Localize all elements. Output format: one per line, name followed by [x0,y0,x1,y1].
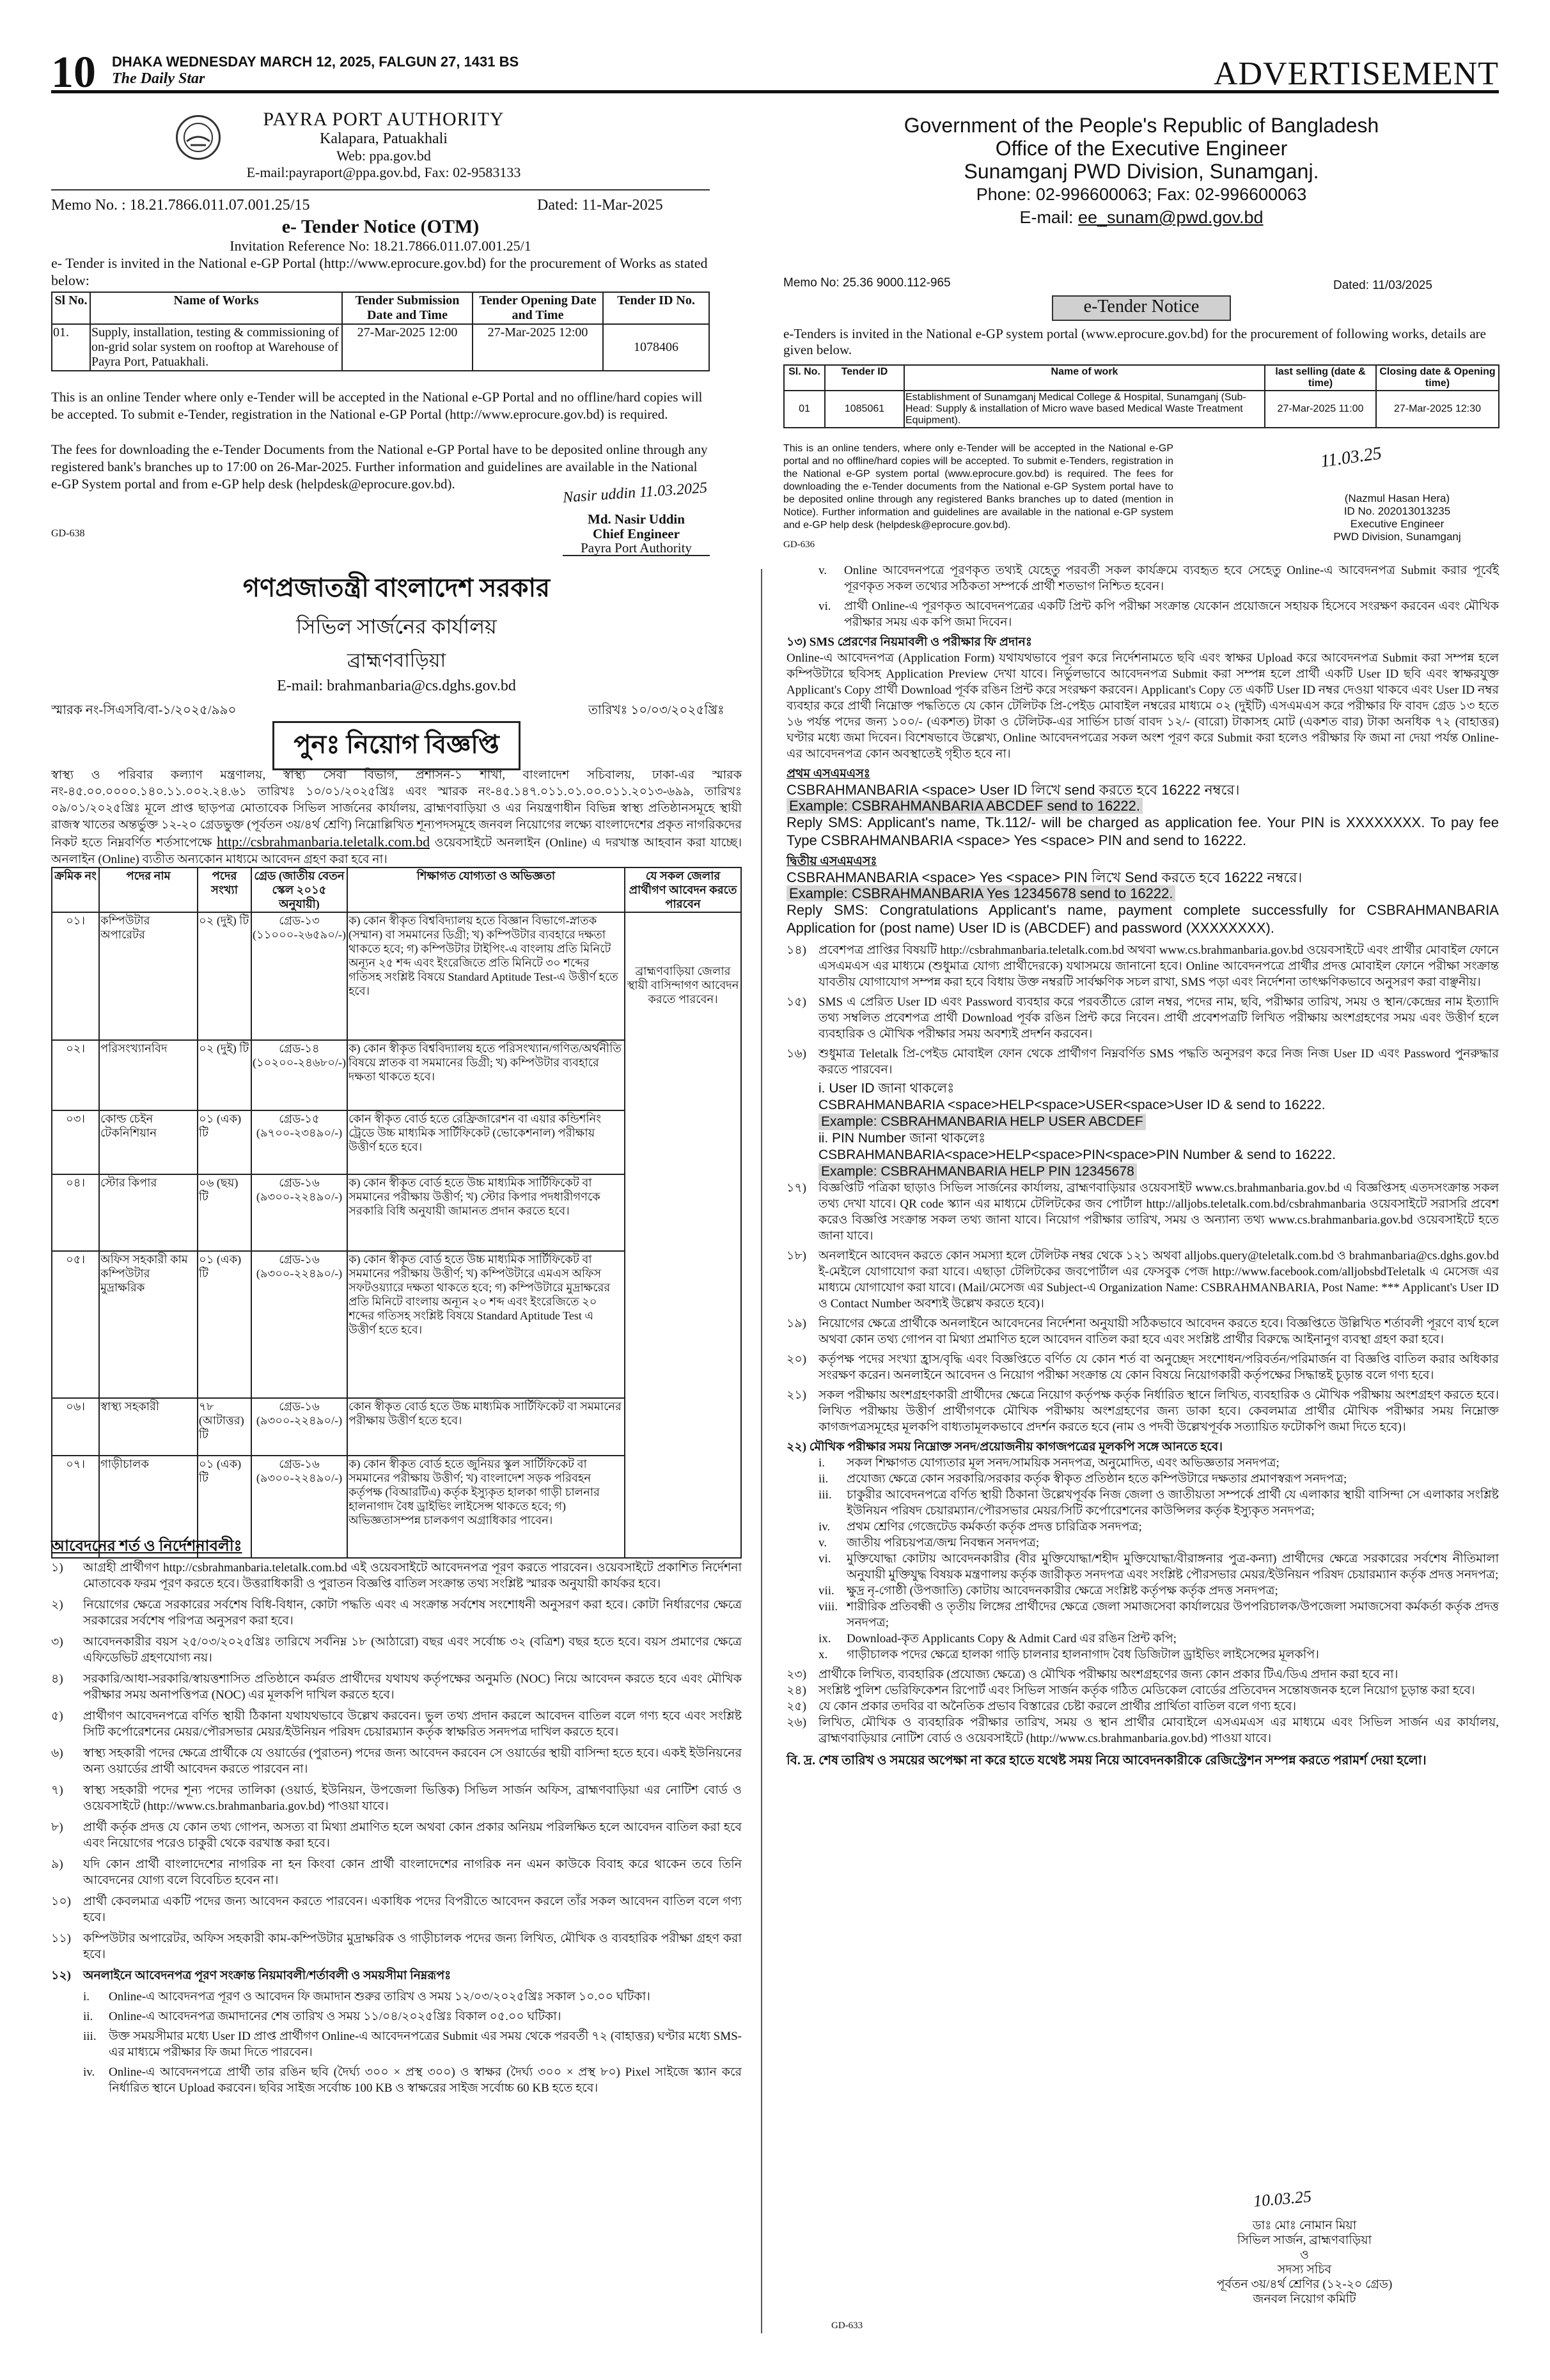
signer-and: ও [1300,2248,1309,2262]
list-item: ১২) অনলাইনে আবেদনপত্র পূরণ সংক্রান্ত নিয়মাবলী/শর্তাবলী ও সময়সীমা নিম্নরূপঃ [51,1969,451,1982]
list-item: ১৪) প্রবেশপত্র প্রাপ্তির বিষয়টি http://csbrahmanbaria.teletalk.com.bd অথবা www.cs.brahmanbaria.gov.bd ওয়েবসাইটে এবং প্রার্থীর মোবাইল ফোনে এসএমএস এর মাধ্যমে (শুধুমাত্র যোগ্য প্রার্থীদেরকে) যথাসময়ে জানানো হবে। Online আবেদনপত্রে প্রার্থীর প্রদত্ত মোবাইল ফোনে পরীক্ষা সংক্রান্ত যাবতীয় যোগাযোগ সম্পন্ন করা হবে বিধায় উক্ত নম্বরটি সার্বক্ষণিক সচল রাখা, SMS পড়া এবং নির্দেশনা তাৎক্ষণিকভাবে অনুসরণ করা বাঞ্ছনীয়। [787,944,1499,989]
list-item: ix. Download-কৃত Applicants Copy & Admit Card এর রঙিন প্রিন্ট কপি; [818,1632,1177,1645]
list-item: x. গাড়ীচালক পদের ক্ষেত্রে হালকা গাড়ি চালনার হালনাগাদ বৈধ ডিজিটাল ড্রাইভিং লাইসেন্সের মূলকপি। [818,1648,1319,1661]
list-item: v. Online আবেদনপত্রে পূরণকৃত তথ্যই যেহেতু পরবর্তী সকল কার্যক্রমে ব্যবহৃত হবে সেহেতু Online-এ আবেদনপত্র Submit করার পূর্বেই পূরণকৃত সকল তথ্যের সঠিকতা সম্পর্কে প্রার্থী শতভাগ নিশ্চিত হবেন। [818,564,1499,593]
tender-title-text: e-Tender Notice [1083,297,1200,316]
sunamganj-pwd-tender-ad [783,102,1499,550]
gov-name: Government of the People's Republic of Bangladesh [904,114,1379,137]
list-item: ৪) সরকারি/আধা-সরকারি/স্বায়ত্তশাসিত প্রতিষ্ঠানে কর্মরত প্রার্থীদের যথাযথ কর্তৃপক্ষের অনুমতি (NOC) নিয়ে আবেদন করতে হবে এবং মৌখিক পরীক্ষার সময় অনাপত্তিপত্র (NOC) এর মূলকপি দাখিল করতে হবে। [51,1672,742,1702]
recover-uid-format: CSBRAHMANBARIA <space>HELP<space>USER<space>User ID & send to 16222. [818,1098,1326,1112]
invitation-ref: Invitation Reference No: 18.21.7866.011.07.001.25/1 [230,238,531,254]
signer-name: ডাঃ মোঃ নোমান মিয়া [1252,2219,1357,2232]
dateline: DHAKA WEDNESDAY MARCH 12, 2025, FALGUN 27, 1431 BS [112,54,519,70]
list-item: ১৯) নিয়োগের ক্ষেত্রে প্রার্থীকে অনলাইনে আবেদনের নির্দেশনা অনুযায়ী সঠিকভাবে আবেদন করতে হবে। বিজ্ঞপ্তিতে উল্লিখিত শর্তাবলী পূরণে ব্যর্থ হলে অথবা কোন তথ্য গোপন বা মিথ্যা প্রমাণিত হলে আবেদন বাতিল করা হবে এবং সংশ্লিষ্ট প্রার্থীর বিরুদ্ধে আইনানুগ ব্যবস্থা গ্রহণ করা হবে। [787,1317,1499,1346]
list-item: ৯) যদি কোন প্রার্থী বাংলাদেশের নাগরিক না হন কিংবা কোন প্রার্থী বাংলাদেশের নাগরিক নন এমন কাউকে বিবাহ করে থাকেন তবে তিনি আবেদনের যোগ্য বলে বিবেচিত হবেন না। [51,1858,742,1887]
ad-code: GD-638 [51,528,85,539]
gov-heading: গণপ্রজাতন্ত্রী বাংলাদেশ সরকার [242,573,551,602]
memo-date: তারিখঃ ১০/০৩/২০২৫খ্রিঃ [588,703,724,717]
ad-code: GD-633 [831,2321,863,2331]
sms2-example: Example: CSBRAHMANBARIA Yes 12345678 send to 16222. [787,885,1175,901]
tender-table: Sl. No. Tender ID Name of work last selling (date & time) Closing date & Opening time) 01 1085061 Establishment of Sunamganj Medical College & Hospital, Sunamganj (Sub-Head: Supply & installation of Micro wave based Medical Waste Treatment Equipment). 27-Mar-2025 11:00 27-Mar-2025 12:30 [783,364,1499,428]
table-row: 01 1085061 Establishment of Sunamganj Medical College & Hospital, Sunamganj (Sub-Head: Supply & installation of Micro wave based Medical Waste Treatment Equipment). 27-Mar-2025 11:00 27-Mar-2025 12:30 [784,391,1499,428]
signer-name: (Nazmul Hasan Hera) [1344,492,1450,504]
table-row: ০৬। স্বাস্থ্য সহকারী ৭৮ (আটাত্তর) টি গ্রেড-১৬ (৯৩০০-২২৪৯০/-) কোন স্বীকৃত বোর্ড হতে উচ্চ মাধ্যমিক সার্টিফিকেট বা সমমানের পরীক্ষায় উত্তীর্ণ হতে হবে। [52,1398,741,1456]
phone-fax: Phone: 02-996600063; Fax: 02-996600063 [976,185,1307,204]
signer-id: ID No. 202013013235 [1343,505,1451,517]
page-number: 10 [51,48,96,97]
office-email: E-mail: brahmanbaria@cs.dghs.gov.bd [277,678,516,694]
list-item: ১৭) বিজ্ঞপ্তিটি পত্রিকা ছাড়াও সিভিল সার্জনের কার্যালয়, ব্রাহ্মণবাড়িয়ার ওয়েবসাইট www.cs.brahmanbaria.gov.bd এ বিজ্ঞপ্তিসহ এতদসংক্রান্ত সকল তথ্য দেখা যাবে। QR code স্ক্যান এর মাধ্যমে টেলিটকের জব পোর্টাল http://alljobs.teletalk.com.bd/csbrahmanbaria ওয়েবসাইটে সরাসরি প্রবেশ করেও বিজ্ঞপ্তি সংক্রান্ত সকল তথ্য জানা যাবে। নিয়োগ পরীক্ষার তারিখ, সময় ও অন্যান্য তথ্য www.cs.brahmanbaria.gov.bd ওয়েবসাইটে হতে জানা যাবে। [787,1181,1499,1243]
memo-date: Dated: 11/03/2025 [1333,279,1432,292]
payra-logo [176,115,221,160]
list-item: ii. Online-এ আবেদনপত্র জমাদানের শেষ তারিখ ও সময় ১১/০৪/২০২৫খ্রিঃ বিকাল ০৫.০০ ঘটিকা। [83,2010,561,2023]
sms2-reply: Reply SMS: Congratulations Applicant's name, payment complete successfully for CSBRAHMANBARIA Application for (post name) User ID is (ABCDEF) and password (XXXXXXXX). [787,902,1499,936]
recover-pin-format: CSBRAHMANBARIA<space>HELP<space>PIN<space>PIN Number & send to 16222. [818,1147,1336,1162]
memo-number: Memo No. : 18.21.7866.011.07.001.25/15 [51,197,310,214]
col-works: Name of Works [90,292,342,324]
sms1-format: CSBRAHMANBARIA <space> User ID লিখে send করতে হবে 16222 নম্বরে। [787,782,1240,798]
masthead [51,48,1499,97]
org-location: Kalapara, Patuakhali [320,130,448,147]
table-row: ০১। কম্পিউটার অপারেটর ০২ (দুই) টি গ্রেড-১৩ (১১০০০-২৬৫৯০/-) ক) কোন স্বীকৃত বিশ্ববিদ্যালয় হতে বিজ্ঞান বিভাগে-স্নাতক (সম্মান) বা সমমানের ডিগ্রী; খ) কম্পিউটার ব্যবহারে দক্ষতা থাকতে হবে; গ) কম্পিউটার টাইপিং-এ বাংলায় প্রতি মিনিটে অন্যূন ২৫ শব্দ এবং ইংরেজিতে প্রতি মিনিটে ৩০ শব্দের গতিসহ সংশ্লিষ্ট বিষয়ে Standard Aptitude Test-এ উত্তীর্ণ হতে হবে। ব্রাহ্মণবাড়িয়া জেলার স্থায়ী বাসিন্দাগণ আবেদন করতে পারবেন। [52,912,741,1040]
member-secretary: সদস্য সচিব [1277,2263,1332,2276]
sms-title: ১৩) SMS প্রেরণের নিয়মাবলী ও পরীক্ষার ফি প্রদানঃ [787,635,1033,649]
signer-designation: সিভিল সার্জন, ব্রাহ্মণবাড়িয়া [1237,2234,1372,2247]
table-row: ০২। পরিসংখ্যানবিদ ০২ (দুই) টি গ্রেড-১৪ (১০২০০-২৪৬৮০/-) ক) কোন স্বীকৃত বিশ্ববিদ্যালয় হতে পরিসংখ্যান/গণিত/অর্থনীতি বিষয়ে স্নাতক বা সমমানের ডিগ্রী; খ) কম্পিউটার ব্যবহারে দক্ষতা থাকতে হবে। [52,1040,741,1110]
tender-intro: e- Tender is invited in the National e-GP Portal (http://www.eprocure.gov.bd) for the procurement of Works as stated below: [51,255,708,288]
recover-uid-example: Example: CSBRAHMANBARIA HELP USER ABCDEF [818,1114,1146,1130]
intro-link[interactable]: http://csbrahmanbaria.teletalk.com.bd [217,834,430,850]
district-eligibility: ব্রাহ্মণবাড়িয়া জেলার স্থায়ী বাসিন্দাগণ আবেদন করতে পারবেন। [625,912,741,1558]
committee-line-2: জনবল নিয়োগ কমিটি [1253,2292,1356,2306]
email-link[interactable]: ee_sunam@pwd.gov.bd [1077,208,1264,227]
list-item: ২৫) যে কোন প্রকার তদবির বা অনৈতিক প্রভাব বিস্তারের চেষ্টা করলে প্রার্থীর প্রার্থিতা বাতিল বলে গণ্য হবে। [787,1700,1297,1713]
civil-surgeon-recruitment-ad [51,556,1499,2340]
org-email: E-mail:payraport@ppa.gov.bd, Fax: 02-9583133 [246,164,521,180]
col-sl: Sl No. [52,292,90,324]
list-item: ১১) কম্পিউটার অপারেটর, অফিস সহকারী কাম-কম্পিউটার মুদ্রাক্ষরিক ও গাড়ীচালক পদের জন্য লিখিত, মৌখিক ও ব্যবহারিক পরীক্ষা গ্রহণ করা হবে। [51,1932,742,1961]
list-item: ১৫) SMS এ প্রেরিত User ID এবং Password ব্যবহার করে পরবর্তীতে রোল নম্বর, পদের নাম, ছবি, পরীক্ষার তারিখ, সময় ও স্থান/কেন্দ্রের নাম ইত্যাদি তথ্য সম্বলিত প্রবেশপত্র প্রার্থী Download পূর্বক রঙিন প্রিন্ট করে নিবেন। প্রার্থী প্রবেশপত্রটি লিখিত পরীক্ষায় অংশগ্রহণের সময় এবং উত্তীর্ণ হলে ব্যবহারিক ও মৌখিক পরীক্ষার সময় অবশ্যই প্রদর্শন করবেন। [787,995,1499,1041]
recover-uid-label: i. User ID জানা থাকলেঃ [818,1081,955,1096]
tender-table [51,292,710,371]
division-name: Sunamganj PWD Division, Sunamganj. [964,160,1319,183]
right-column [787,563,1499,1769]
conditions-title: আবেদনের শর্ত ও নির্দেশনাবলীঃ [51,1538,242,1555]
list-item: iv. Online-এ আবেদনপত্রে প্রার্থী তার রঙিন ছবি (দৈর্ঘ্য ৩০০ × প্রস্থ ৩০০) ও স্বাক্ষর (দৈর্ঘ্য ৩০০ × প্রস্থ ৮০) Pixel সাইজে স্ক্যান করে নির্ধারিত স্থানে Upload করবেন। ছবির সাইজ সর্বোচ্চ 100 KB ও স্বাক্ষরের সাইজ সর্বোচ্চ 60 KB হতে হবে। [83,2065,742,2095]
signer-designation: Executive Engineer [1350,518,1444,530]
tender-note-1: This is an online Tender where only e-Tender will be accepted in the National e-GP Portal and no offline/hard copies will be accepted. To submit e-Tender, registration in the National e-GP Portal (http://www.eprocure.gov.bd) is required. [51,389,703,422]
sms2-label: দ্বিতীয় এসএমএসঃ [787,855,877,868]
list-item: ৭) স্বাস্থ্য সহকারী পদের শূন্য পদের তালিকা (ওয়ার্ড, ইউনিয়ন, উপজেলা ভিত্তিক) সিভিল সার্জন অফিস, ব্রাহ্মণবাড়িয়া এর নোটিশ বোর্ড ও ওয়েবসাইটে (http://www.cs.brahmanbaria.gov.bd) পাওয়া যাবে। [51,1784,742,1813]
recover-pin-label: ii. PIN Number জানা থাকলেঃ [818,1131,986,1146]
list-item: ii. প্রযোজ্য ক্ষেত্রে কোন সরকারি/সরকার কর্তৃক স্বীকৃত প্রতিষ্ঠান হতে কম্পিউটারে দক্ষতার প্রমাণস্বরূপ সনদপত্র; [818,1472,1347,1486]
section-title: ADVERTISEMENT [1213,56,1499,92]
committee-line-1: পূর্বতন ৩য়/৪র্থ শ্রেণির (১২-২০ গ্রেড) [1216,2278,1393,2291]
sms1-reply: Reply SMS: Applicant's name, Tk.112/- will be charged as application fee. Your PIN is XXXXXXXX. To pay fee Type CSBRAHMANBARIA <space> Yes <space> PIN and send to 16222. [787,814,1499,848]
ad-code: GD-636 [783,540,815,550]
col-tender-id: Tender ID No. [603,292,709,324]
payra-port-tender-ad [51,102,710,543]
list-item: ১০) প্রার্থী কেবলমাত্র একটি পদের জন্য আবেদন করতে পারবেন। একাধিক পদের বিপরীতে আবেদন করলে তাঁর সকল আবেদন বাতিল বলে গণ্য হবে। [51,1895,742,1924]
list-item: ১) আগ্রহী প্রার্থীগণ http://csbrahmanbaria.teletalk.com.bd এই ওয়েবসাইটে আবেদনপত্র পূরণ করতে পারবেন। ওয়েবসাইটে প্রকাশিত নির্দেশনা মোতাবেক ফরম পূরণ করতে হবে। উত্তরাধিকারী ও পুরাতন বিজ্ঞপ্তি বাতিল সংক্রান্ত তথ্য সংশ্লিষ্ট স্মারক অনুযায়ী কার্যকর হবে। [51,1561,742,1591]
table-row: ০৭। গাড়ীচালক ০১ (এক) টি গ্রেড-১৬ (৯৩০০-২২৪৯০/-) ক) কোন স্বীকৃত বোর্ড হতে জুনিয়র স্কুল সার্টিফিকেট বা সমমানের পরীক্ষায় উত্তীর্ণ; খ) বাংলাদেশ সড়ক পরিবহন কর্তৃপক্ষ (বিআরটিএ) কর্তৃক ইস্যুকৃত হালকা গাড়ী চালনার হালনাগাদ বৈধ ড্রাইভিং লাইসেন্স থাকতে হবে; গ) অভিজ্ঞতাসম্পন্ন চালকগণ অগ্রাধিকার পাবেন। [52,1456,741,1558]
email-label: E-mail: [1019,208,1078,227]
sms1-example: Example: CSBRAHMANBARIA ABCDEF send to 16222. [787,798,1143,814]
list-item: iii. উক্ত সময়সীমার মধ্যে User ID প্রাপ্ত প্রার্থীগণ Online-এ আবেদনপত্রের Submit এর সময় থেকে পরবর্তী ৭২ (বাহাত্তর) ঘণ্টার মধ্যে SMS-এর মাধ্যমে পরীক্ষার ফি জমা দিতে পারবেন। [83,2030,742,2059]
district-heading: ব্রাহ্মণবাড়িয়া [347,650,446,671]
tender-note-2: The fees for downloading the e-Tender Documents from the National e-GP Portal have to be deposited online through any registered bank's branches up to 17:00 on 26-Mar-2025. Further information and guidelines are available in the National e-GP System portal and from e-GP help desk (helpdesk@eprocure.gov.bd). [51,442,708,492]
list-item: i. Online-এ আবেদনপত্র পূরণ ও আবেদন ফি জমাদান শুরুর তারিখ ও সময় ১২/০৩/২০২৫খ্রিঃ সকাল ১০.০০ ঘটিকা। [83,1990,650,2003]
list-item: v. জাতীয় পরিচয়পত্র/জন্ম নিবন্ধন সনদপত্র; [818,1536,1040,1550]
table-row: ০৩। কোল্ড চেইন টেকনিশিয়ান ০১ (এক) টি গ্রেড-১৫ (৯৭০০-২৩৪৯০/-) কোন স্বীকৃত বোর্ড হতে রেফ্রিজারেশন বা এয়ার কন্ডিশনিং ট্রেডে উচ্চ মাধ্যমিক সার্টিফিকেট (ভোকেশনাল) পরীক্ষায় উত্তীর্ণ হতে হবে। [52,1110,741,1174]
tender-intro: e-Tenders is invited in the National e-GP system portal (www.eprocure.gov.bd) for the procurement of following works, details are given below. [783,326,1486,357]
paper-name: The Daily Star [112,70,205,87]
conditions-list [51,1560,742,2100]
list-item: vi. প্রার্থী Online-এ পূরণকৃত আবেদনপত্রের একটি প্রিন্ট কপি পরীক্ষা সংক্রান্ত যেকোন প্রয়োজনে সহায়ক হিসেবে সংরক্ষণ করবেন এবং মৌখিক পরীক্ষার সময় এক কপি জমা দিবেন। [818,600,1499,629]
memo-number: স্মারক নং-সিএসবি/বা-১/২০২৫/৯৯০ [51,703,237,717]
list-item: vi. মুক্তিযোদ্ধা কোটায় আবেদনকারীর (বীর মুক্তিযোদ্ধা/শহীদ মুক্তিযোদ্ধা/বীরাঙ্গনার পুত্র-কন্যা) প্রার্থীদের ক্ষেত্রে সরকারের সর্বশেষ নীতিমালা অনুযায়ী মুক্তিযুদ্ধ বিষয়ক মন্ত্রণালয় কর্তৃক জারীকৃত সনদপত্র এবং সংশ্লিষ্ট পৌরসভার মেয়র/ইউনিয়ন পরিষদ চেয়ারম্যান কর্তৃক প্রদত্ত সনদপত্র; [818,1552,1499,1582]
list-item: ৫) প্রার্থীগণ আবেদনপত্রে বর্ণিত স্থায়ী ঠিকানা যথাযথভাবে উল্লেখ করবেন। ভুল তথ্য প্রদান করলে আবেদন বাতিল বলে গণ্য হবে এবং সংশ্লিষ্ট সিটি কর্পোরেশনের মেয়র/পৌরসভার মেয়র/ইউনিয়ন পরিষদ চেয়ারম্যান কর্তৃক স্বাক্ষরিত সনদপত্র দাখিল করতে হবে। [51,1709,742,1739]
list-item: i. সকল শিক্ষাগত যোগ্যতার মূল সনদ/সাময়িক সনদপত্র, অনুমোদিত, এবং অভিজ্ঞতার সনদপত্র; [818,1456,1280,1470]
posts-table: ক্রমিক নং পদের নাম পদের সংখ্যা গ্রেড (জাতীয় বেতন স্কেল ২০১৫ অনুযায়ী) শিক্ষাগত যোগ্যতা ও অভিজ্ঞতা যে সকল জেলার প্রার্থীগণ আবেদন করতে পারবেন ০১। কম্পিউটার অপারেটর ০২ (দুই) টি গ্রেড-১৩ (১১০০০-২৬৫৯০/-) ক) কোন স্বীকৃত বিশ্ববিদ্যালয় হতে বিজ্ঞান বিভাগে-স্নাতক (সম্মান) বা সমমানের ডিগ্রী; খ) কম্পিউটার ব্যবহারে দক্ষতা থাকতে হবে; গ) কম্পিউটার টাইপিং-এ বাংলায় প্রতি মিনিটে অন্যূন ২৫ শব্দ এবং ইংরেজিতে প্রতি মিনিটে ৩০ শব্দের গতিসহ সংশ্লিষ্ট বিষয়ে Standard Aptitude Test-এ উত্তীর্ণ হতে হবে। ব্রাহ্মণবাড়িয়া জেলার স্থায়ী বাসিন্দাগণ আবেদন করতে পারবেন। ০২। পরিসংখ্যানবিদ ০২ (দুই) টি গ্রেড-১৪ (১০২০০-২৪৬৮০/-) ক) কোন স্বীকৃত বিশ্ববিদ্যালয় হতে পরিসংখ্যান/গণিত/অর্থনীতি বিষয়ে স্নাতক বা সমমানের ডিগ্রী; খ) কম্পিউটার ব্যবহারে দক্ষতা থাকতে হবে। ০৩। কোল্ড চেইন টেকনিশিয়ান ০১ (এক) টি গ্রেড-১৫ (৯৭০০-২৩৪৯০/-) কোন স্বীকৃত বোর্ড হতে রেফ্রিজারেশন বা এয়ার কন্ডিশনিং ট্রেডে উচ্চ মাধ্যমিক সার্টিফিকেট (ভোকেশনাল) পরীক্ষায় উত্তীর্ণ হতে হবে। ০৪। স্টোর কিপার ০৬ (ছয়) টি গ্রেড-১৬ (৯৩০০-২২৪৯০/-) ক) কোন স্বীকৃত বোর্ড হতে উচ্চ মাধ্যমিক সার্টিফিকেট বা সমমানের পরীক্ষায় উত্তীর্ণ; খ) স্টোর কিপার পদধারীগণকে সরকারি বিধি অনুযায়ী জামানত প্রদান করতে হবে। ০৫। অফিস সহকারী কাম কম্পিউটার মুদ্রাক্ষরিক ০১ (এক) টি গ্রেড-১৬ (৯৩০০-২২৪৯০/-) ক) কোন স্বীকৃত বোর্ড হতে উচ্চ মাধ্যমিক সার্টিফিকেট বা সমমানের পরীক্ষায় উত্তীর্ণ; খ) কম্পিউটারে এমএস অফিস সফটওয়্যারে দক্ষতা থাকতে হবে; গ) কম্পিউটারে মুদ্রাক্ষরের প্রতি মিনিটে বাংলায় অন্যূন ২০ শব্দ এবং ইংরেজিতে ২০ শব্দের গতিসহ সংশ্লিষ্ট বিষয়ে Standard Aptitude Test এ উত্তীর্ণ হতে হবে। ০৬। স্বাস্থ্য সহকারী ৭৮ (আটাত্তর) টি গ্রেড-১৬ (৯৩০০-২২৪৯০/-) কোন স্বীকৃত বোর্ড হতে উচ্চ মাধ্যমিক সার্টিফিকেট বা সমমানের পরীক্ষায় উত্তীর্ণ হতে হবে। ০৭। গাড়ীচালক ০১ (এক) টি গ্রেড-১৬ (৯৩০০-২২৪৯০/-) ক) কোন স্বীকৃত বোর্ড হতে জুনিয়র স্কুল সার্টিফিকেট বা সমমানের পরীক্ষায় উত্তীর্ণ; খ) বাংলাদেশ সড়ক পরিবহন কর্তৃপক্ষ (বিআরটিএ) কর্তৃক ইস্যুকৃত হালকা গাড়ী চালনার হালনাগাদ বৈধ ড্রাইভিং লাইসেন্স থাকতে হবে; গ) অভিজ্ঞতাসম্পন্ন চালকগণ অগ্রাধিকার পাবেন। [51,867,742,1559]
signer-office: PWD Division, Sunamganj [1333,531,1461,543]
list-item: ৮) প্রার্থী কর্তৃক প্রদত্ত যে কোন তথ্য গোপন, অসত্য বা মিথ্যা প্রমাণিত হলে অথবা কোন প্রকার অনিয়ম পরিলক্ষিত হলে আবেদন বাতিল করা হবে এবং নিয়োগের পরেও চাকুরী থেকে বরখাস্ত করা হবে। [51,1821,742,1850]
tender-title [1052,295,1231,321]
col-submission: Tender Submission Date and Time [342,292,473,324]
signer-designation: Chief Engineer [593,526,680,541]
list-item: vii. ক্ষুদ্র নৃ-গোষ্ঠী (উপজাতি) কোটায় আবেদনকারীর ক্ষেত্রে সংশ্লিষ্ট কর্তৃপক্ষ কর্তৃক প্রদত্ত সনদপত্র; [818,1584,1278,1598]
tender-title: e- Tender Notice (OTM) [281,216,480,237]
office-name: Office of the Executive Engineer [995,137,1288,160]
signer-name: Md. Nasir Uddin [588,511,685,527]
table-row: ০৫। অফিস সহকারী কাম কম্পিউটার মুদ্রাক্ষরিক ০১ (এক) টি গ্রেড-১৬ (৯৩০০-২২৪৯০/-) ক) কোন স্বীকৃত বোর্ড হতে উচ্চ মাধ্যমিক সার্টিফিকেট বা সমমানের পরীক্ষায় উত্তীর্ণ; খ) কম্পিউটারে এমএস অফিস সফটওয়্যারে দক্ষতা থাকতে হবে; গ) কম্পিউটারে মুদ্রাক্ষরের প্রতি মিনিটে বাংলায় অন্যূন ২০ শব্দ এবং ইংরেজিতে ২০ শব্দের গতিসহ সংশ্লিষ্ট বিষয়ে Standard Aptitude Test এ উত্তীর্ণ হতে হবে। [52,1251,741,1398]
table-row: ০৪। স্টোর কিপার ০৬ (ছয়) টি গ্রেড-১৬ (৯৩০০-২২৪৯০/-) ক) কোন স্বীকৃত বোর্ড হতে উচ্চ মাধ্যমিক সার্টিফিকেট বা সমমানের পরীক্ষায় উত্তীর্ণ; খ) স্টোর কিপার পদধারীগণকে সরকারি বিধি অনুযায়ী জামানত প্রদান করতে হবে। [52,1174,741,1251]
list-item: ২) নিয়োগের ক্ষেত্রে সরকারের সর্বশেষ বিধি-বিধান, কোটা পদ্ধতি এবং এ সংক্রান্ত সর্বশেষ সংশোধনী অনুসরণ করা হবে। কোটা নির্ধারণের ক্ষেত্রে সরকারের সর্বশেষ পরিপত্র অনুসরণ করা হবে। [51,1598,742,1628]
recover-pin-example: Example: CSBRAHMANBARIA HELP PIN 12345678 [818,1163,1137,1180]
list-item: ১৬) শুধুমাত্র Teletalk প্রি-পেইড মোবাইল ফোন থেকে প্রার্থীগণ নিম্নবর্ণিত SMS পদ্ধতি অনুসরণ করে নিজ নিজ User ID এবং Password পুনরুদ্ধার করতে পারবেন। [787,1047,1499,1077]
list-item: ২০) কর্তৃপক্ষ পদের সংখ্যা হ্রাস/বৃদ্ধি এবং বিজ্ঞপ্তিতে বর্ণিত যে কোন শর্ত বা অনুচ্ছেদ সংশোধন/পরিবর্তন/পরিমার্জন বা বিজ্ঞপ্তি বাতিল করার অধিকার সংরক্ষণ করেন। অনলাইনে আবেদন ও নিয়োগ পরীক্ষা সংক্রান্ত যে কোন বিষয়ে নিয়োগকারী কর্তৃপক্ষের সিদ্ধান্তই চূড়ান্ত বলে গণ্য হবে। [787,1353,1499,1382]
signer-office: Payra Port Authority [563,541,710,556]
signature: Nasir uddin 11.03.2025 [562,479,708,506]
list-item: ২১) সকল পরীক্ষায় অংশগ্রহণকারী প্রার্থীদের ক্ষেত্রে নিয়োগ কর্তৃপক্ষ কর্তৃক নির্ধারিত স্থানে লিখিত, ব্যবহারিক ও মৌখিক পরীক্ষায় অংশগ্রহণ করতে হবে। লিখিত পরীক্ষায় উত্তীর্ণ প্রার্থীগণকে মৌখিক পরীক্ষায় অংশগ্রহণের জন্য ডাকা হবে। কেবলমাত্র প্রার্থীর মৌখিক পরীক্ষার সময় নিম্নোক্ত কাগজপত্রসমূহের মূলকপি বাধ্যতামূলকভাবে প্রদর্শন করতে হবে (নাম ও পদবী উল্লেখপূর্বক সত্যায়িত ফটোকপি জমা দিতে হবে)। [787,1388,1499,1434]
memo-number: Memo No: 25.36 9000.112-965 [783,276,951,290]
sms-intro: Online-এ আবেদনপত্র (Application Form) যথাযথভাবে পূরণ করে নির্দেশনামতে ছবি এবং স্বাক্ষর Upload করে আবেদনপত্র Submit করা সম্পন্ন হলে কম্পিউটারে ছবিসহ Application Preview দেখা যাবে। নির্ভুলভাবে আবেদনপত্র Submit করা সম্পন্ন হলে প্রার্থী একটি User ID ছবি এবং স্বাক্ষরযুক্ত Applicant's Copy প্রার্থী Download পূর্বক রঙিন প্রিন্ট করে সংরক্ষণ করবেন। Applicant's Copy তে একটি User ID নম্বর দেওয়া থাকবে এবং User ID নম্বর ব্যবহার করে প্রার্থী নিম্নোক্ত পদ্ধতিতে যে কোন টেলিটক প্রি-পেইড মোবাইল নম্বরের মাধ্যমে ০২ (দুইটি) এসএমএস করে পরীক্ষার ফি বাবদ গ্রেড ১৩ হতে ১৬ পর্যন্ত পদের জন্য ১০০/- (একশত) টাকা ও টেলিটক-এর সার্ভিস চার্জ বাবদ ১২/- (বারো) টাকাসহ মোট (একশত বার) টাকা অনধিক ৭২ (বাহাত্তর) ঘণ্টার মধ্যে জমা দিবেন। বিশেষভাবে উল্লেখ্য, Online আবেদনপত্রের সকল অংশ পূরণ করে Submit করা হলেও পরীক্ষার ফি জমা না দেয়া পর্যন্ত Online-এর আবেদনপত্র কোন অবস্থাতেই গৃহীত হবে না। [787,651,1499,761]
list-item: ১৮) অনলাইনে আবেদন করতে কোন সমস্যা হলে টেলিটক নম্বর থেকে ১২১ অথবা alljobs.query@teletalk.com.bd ও brahmanbaria@cs.dghs.gov.bd ই-মেইলে যোগাযোগ করা যাবে। এছাড়া টেলিটকের জবপোর্টাল এর ফেসবুক পেজ http://www.facebook.com/alljobsbdTeletalk এ মেসেজ এর মাধ্যমে যোগাযোগ করা যাবে। (Mail/মেসেজ এর Subject-এ Organization Name: CSBRAHMANBARIA, Post Name: *** Applicant's User ID ও Contact Number অবশ্যই উল্লেখ করতে হবে)। [787,1249,1499,1311]
list-item: ৬) স্বাস্থ্য সহকারী পদের ক্ষেত্রে প্রার্থীকে যে ওয়ার্ডের (পুরাতন) পদের জন্য আবেদন করবেন সে ওয়ার্ডের স্থায়ী বাসিন্দা হতে হবে। একই ইউনিয়নের অন্য ওয়ার্ডের প্রার্থী আবেদন করতে পারবেন না। [51,1746,742,1776]
signature: 10.03.25 [1252,2187,1313,2211]
list-item: iii. চাকুরীর আবেদনপত্রে বর্ণিত স্থায়ী ঠিকানা উল্লেখপূর্বক নিজ জেলা ও জাতীয়তা সম্পর্কে প্রার্থী যে এলাকার স্থায়ী বাসিন্দা সে এলাকার সংশ্লিষ্ট ইউনিয়ন পরিষদ চেয়ারম্যান/পৌরসভার মেয়র/সিটি কর্পোরেশনের কাউন্সিলর কর্তৃক ইস্যুকৃত সনদপত্র; [818,1488,1499,1518]
list-item: ৩) আবেদনকারীর বয়স ২৫/০৩/২০২৫খ্রিঃ তারিখে সর্বনিম্ন ১৮ (আঠারো) বছর এবং সর্বোচ্চ ৩২ (বত্রিশ) বছর হতে হবে। বয়স প্রমাণের ক্ষেত্রে এফিডেভিট গ্রহণযোগ্য নয়। [51,1635,742,1665]
final-note: বি. দ্র. শেষ তারিখ ও সময়ের অপেক্ষা না করে হাতে যথেষ্ট সময় নিয়ে আবেদনকারীকে রেজিস্ট্রেশন সম্পন্ন করতে পরামর্শ দেয়া হলো। [787,1754,1427,1768]
list-item: ২৩) প্রার্থীকে লিখিত, ব্যবহারিক (প্রযোজ্য ক্ষেত্রে) ও মৌখিক পরীক্ষায় অংশগ্রহণের জন্য কোন প্রকার টিএ/ডিএ প্রদান করা হবে না। [787,1668,1398,1681]
org-web: Web: ppa.gov.bd [336,148,431,164]
sms2-format: CSBRAHMANBARIA <space> Yes <space> PIN লিখে Send করতে হবে 16222 নম্বরে। [787,869,1303,885]
org-name: PAYRA PORT AUTHORITY [263,109,505,130]
signature: 11.03.25 [1319,443,1383,472]
list-item: ২৬) লিখিত, মৌখিক ও ব্যবহারিক পরীক্ষার তারিখ, সময় ও স্থান প্রার্থীর মোবাইলে এসএমএস এর মাধ্যমে এবং সিভিল সার্জন এর কার্যালয়, ব্রাহ্মণবাড়িয়ার নোটিশ বোর্ড ও ওয়েবসাইটে (http://www.cs.brahmanbaria.gov.bd) পাওয়া যাবে। [787,1716,1499,1745]
list-item: viii. শারীরিক প্রতিবন্ধী ও তৃতীয় লিঙ্গের প্রার্থীদের ক্ষেত্রে জেলা সমাজসেবা কার্যালয়ের উপপরিচালক/উপজেলা সমাজসেবা কর্মকর্তা কর্তৃক প্রদত্ত সনদপত্র; [818,1600,1499,1629]
list-item: ২৪) সংশ্লিষ্ট পুলিশ ভেরিফিকেশন রিপোর্ট এবং সিভিল সার্জন কর্তৃক গঠিত মেডিকেল বোর্ডের প্রতিবেদন সন্তোষজনক হলে নিয়োগ চূড়ান্ত করা হবে। [787,1684,1475,1697]
notice-title: পুনঃ নিয়োগ বিজ্ঞপ্তি [272,721,520,770]
docs-title: ২২) মৌখিক পরীক্ষার সময় নিম্নোক্ত সনদ/প্রয়োজনীয় কাগজপত্রের মূলকপি সঙ্গে আনতে হবে। [787,1440,1223,1454]
col-opening: Tender Opening Date and Time [473,292,603,324]
tender-note: This is an online tenders, where only e-Tender will be accepted in the National e-GP portal and no offline/hard copies will be accepted. To submit e-Tenders, registration in the National e-GP system portal (www.eprocure.gov.bd) is required. The fees for downloading the e-Tender documents from the National e-GP System portal have to be deposited online through any registered Banks branches up to dated (mention in Notice). Further information and guidelines are available in the national e-GP system and e-GP help desk (helpdesk@eprocure.gov.bd). [783,443,1173,531]
list-item: iv. প্রথম শ্রেণির গেজেটেড কর্মকর্তা কর্তৃক প্রদত্ত চারিত্রিক সনদপত্র; [818,1520,1142,1534]
intro-end: ওয়েবসাইটে অনলাইন (Online) এ দরখাস্ত আহবান করা যাচ্ছে। অনলাইন (Online) ব্যতীত অন্যকোন মাধ্যমে আবেদন গ্রহণ করা হবে না। [51,836,742,866]
sms1-label: প্রথম এসএমএসঃ [787,767,870,781]
table-row: 01. Supply, installation, testing & commissioning of on-grid solar system on rooftop at Warehouse of Payra Port, Patuakhali. 27-Mar-2025 12:00 27-Mar-2025 12:00 1078406 [52,324,709,371]
intro-text: স্বাস্থ্য ও পরিবার কল্যাণ মন্ত্রণালয়, স্বাস্থ্য সেবা বিভাগ, প্রশাসন-১ শাখা, বাংলাদেশ সচিবালয়, ঢাকা-এর স্মারক নং-৪৫.০০.০০০০.১৪০.১১.০০২.২৪.৬১ তারিখঃ ১০/০১/২০২৫খ্রিঃ এবং স্মারক নং-৪৫.১৪৭.০১১.০১.০০.০১১.২০১৩-৬৯৯, তারিখঃ ০৯/০১/২০২৫খ্রিঃ মূলে প্রাপ্ত ছাড়পত্র মোতাবেক সিভিল সার্জনের কার্যালয়, ব্রাহ্মণবাড়িয়া ও এর নিয়ন্ত্রণাধীন বিভিন্ন স্বাস্থ্য প্রতিষ্ঠানসমূহে স্থায়ী রাজস্ব খাতের অন্তর্ভুক্ত ১২-২০ গ্রেডভুক্ত (পূর্বতন ৩য়/৪র্থ শ্রেণি) নিম্নোল্লিখিত শূন্যপদসমূহে জনবল নিয়োগের লক্ষ্যে বাংলাদেশের প্রকৃত নাগরিকদের নিকট হতে নিম্নবর্ণিত শর্তসাপেক্ষে [51,768,742,850]
office-heading: সিভিল সার্জনের কার্যালয় [296,615,497,638]
memo-date: Dated: 11-Mar-2025 [537,197,663,214]
